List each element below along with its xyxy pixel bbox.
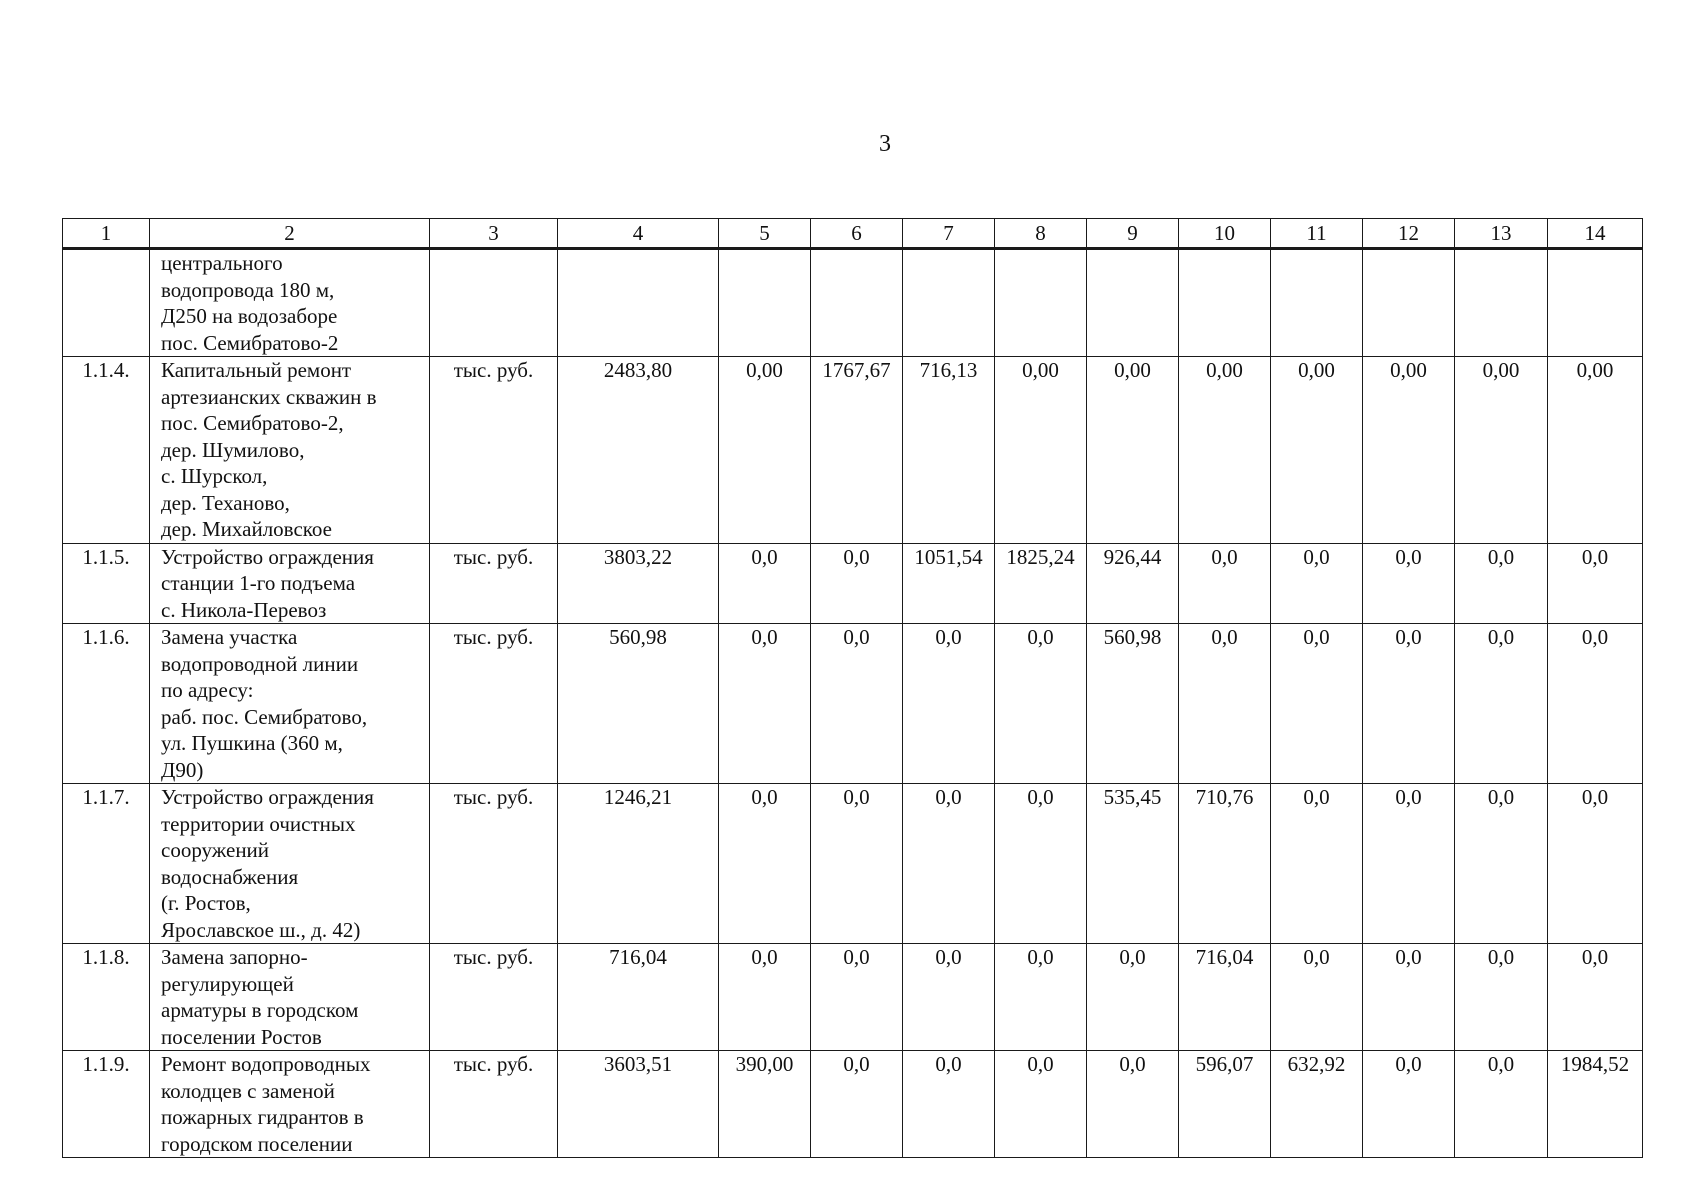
item-value-col-8: 0,0 — [995, 944, 1087, 1051]
table-body — [63, 249, 1643, 1158]
column-header-9: 9 — [1087, 219, 1179, 249]
item-value-col-6: 1767,67 — [811, 357, 903, 544]
description-line: Д250 на водозаборе — [161, 304, 338, 328]
item-value-col-9: 0,00 — [1087, 357, 1179, 544]
description-line: пожарных гидрантов в — [161, 1105, 364, 1129]
item-number: 1.1.4. — [63, 357, 150, 544]
column-header-8: 8 — [995, 219, 1087, 249]
description-line: с. Никола-Перевоз — [161, 597, 327, 622]
description-line: колодцев с заменой — [161, 1078, 335, 1103]
header-row — [63, 219, 1643, 249]
item-value-col-9 — [1087, 249, 1179, 357]
description-line: ул. Пушкина (360 м, — [161, 731, 343, 755]
item-total: 560,98 — [558, 624, 719, 784]
column-header-6: 6 — [811, 219, 903, 249]
item-value-col-11: 0,0 — [1271, 624, 1363, 784]
item-description — [150, 543, 430, 624]
item-value-col-10: 0,00 — [1179, 357, 1271, 544]
item-value-col-9: 926,44 — [1087, 543, 1179, 624]
item-value-col-10: 596,07 — [1179, 1051, 1271, 1158]
item-unit: тыс. руб. — [430, 944, 558, 1051]
item-value-col-14: 0,00 — [1548, 357, 1643, 544]
item-value-col-7: 0,0 — [903, 944, 995, 1051]
column-header-12: 12 — [1363, 219, 1455, 249]
item-value-col-13: 0,0 — [1455, 543, 1548, 624]
item-value-col-9: 560,98 — [1087, 624, 1179, 784]
item-value-col-14: 1984,52 — [1548, 1051, 1643, 1158]
description-line: дер. Шумилово, — [161, 437, 305, 462]
item-description — [150, 1051, 430, 1158]
description-line: Капитальный ремонт — [161, 358, 352, 382]
description-line: раб. пос. Семибратово, — [161, 704, 368, 729]
column-header-1: 1 — [63, 219, 150, 249]
item-description — [150, 784, 430, 944]
table-row — [63, 249, 1643, 357]
item-description — [150, 944, 430, 1051]
item-unit: тыс. руб. — [430, 784, 558, 944]
item-unit — [430, 249, 558, 357]
item-description — [150, 624, 430, 784]
description-line: дер. Теханово, — [161, 490, 290, 515]
item-value-col-14 — [1548, 249, 1643, 357]
item-value-col-8: 0,0 — [995, 784, 1087, 944]
item-number: 1.1.8. — [63, 944, 150, 1051]
item-description — [150, 249, 430, 357]
item-value-col-14: 0,0 — [1548, 944, 1643, 1051]
item-value-col-8: 0,0 — [995, 1051, 1087, 1158]
table-row — [63, 944, 1643, 1051]
description-line: территории очистных — [161, 811, 356, 836]
column-header-3: 3 — [430, 219, 558, 249]
item-value-col-7: 716,13 — [903, 357, 995, 544]
description-line: артезианских скважин в — [161, 384, 377, 409]
item-value-col-13: 0,0 — [1455, 1051, 1548, 1158]
item-total — [558, 249, 719, 357]
item-number: 1.1.5. — [63, 543, 150, 624]
item-value-col-7: 0,0 — [903, 1051, 995, 1158]
item-value-col-13: 0,00 — [1455, 357, 1548, 544]
item-value-col-12: 0,0 — [1363, 1051, 1455, 1158]
item-unit: тыс. руб. — [430, 1051, 558, 1158]
item-number: 1.1.6. — [63, 624, 150, 784]
item-value-col-8: 0,00 — [995, 357, 1087, 544]
item-value-col-11: 0,0 — [1271, 784, 1363, 944]
table-row — [63, 357, 1643, 544]
item-value-col-7 — [903, 249, 995, 357]
description-line: регулирующей — [161, 971, 294, 996]
item-value-col-9: 535,45 — [1087, 784, 1179, 944]
item-value-col-11 — [1271, 249, 1363, 357]
column-header-7: 7 — [903, 219, 995, 249]
item-value-col-8 — [995, 249, 1087, 357]
item-value-col-8: 1825,24 — [995, 543, 1087, 624]
item-description — [150, 357, 430, 544]
item-total: 2483,80 — [558, 357, 719, 544]
description-line: водоснабжения — [161, 864, 299, 889]
description-line: с. Шурскол, — [161, 464, 268, 488]
description-line: арматуры в городском — [161, 998, 359, 1022]
item-value-col-14: 0,0 — [1548, 624, 1643, 784]
description-line: по адресу: — [161, 678, 254, 702]
column-header-4: 4 — [558, 219, 719, 249]
description-line: сооружений — [161, 838, 270, 862]
item-value-col-8: 0,0 — [995, 624, 1087, 784]
item-number: 1.1.7. — [63, 784, 150, 944]
item-value-col-5: 0,00 — [719, 357, 811, 544]
item-value-col-10: 710,76 — [1179, 784, 1271, 944]
item-number: 1.1.9. — [63, 1051, 150, 1158]
item-value-col-5: 0,0 — [719, 543, 811, 624]
item-number — [63, 249, 150, 357]
column-header-10: 10 — [1179, 219, 1271, 249]
column-header-5: 5 — [719, 219, 811, 249]
item-value-col-12: 0,0 — [1363, 624, 1455, 784]
description-line: пос. Семибратово-2, — [161, 411, 344, 435]
table-header — [63, 219, 1643, 249]
description-line: Ярославское ш., д. 42) — [161, 917, 361, 942]
column-header-2: 2 — [150, 219, 430, 249]
item-value-col-12: 0,0 — [1363, 944, 1455, 1051]
item-value-col-14: 0,0 — [1548, 543, 1643, 624]
item-value-col-7: 0,0 — [903, 624, 995, 784]
item-value-col-12 — [1363, 249, 1455, 357]
description-line: Ремонт водопроводных — [161, 1052, 371, 1076]
item-value-col-6: 0,0 — [811, 543, 903, 624]
item-value-col-10: 716,04 — [1179, 944, 1271, 1051]
item-value-col-10: 0,0 — [1179, 624, 1271, 784]
item-total: 3603,51 — [558, 1051, 719, 1158]
description-line: Д90) — [161, 757, 204, 782]
item-value-col-14: 0,0 — [1548, 784, 1643, 944]
item-value-col-11: 0,00 — [1271, 357, 1363, 544]
item-value-col-12: 0,0 — [1363, 784, 1455, 944]
description-line: водопровода 180 м, — [161, 277, 335, 302]
table-row — [63, 784, 1643, 944]
item-value-col-5: 0,0 — [719, 784, 811, 944]
item-unit: тыс. руб. — [430, 357, 558, 544]
item-total: 3803,22 — [558, 543, 719, 624]
column-header-13: 13 — [1455, 219, 1548, 249]
column-header-14: 14 — [1548, 219, 1643, 249]
description-line: Замена запорно- — [161, 945, 308, 969]
item-value-col-5: 0,0 — [719, 944, 811, 1051]
description-line: Устройство ограждения — [161, 544, 374, 569]
item-total: 716,04 — [558, 944, 719, 1051]
description-line: станции 1-го подъема — [161, 571, 356, 595]
table-row — [63, 624, 1643, 784]
item-value-col-6: 0,0 — [811, 624, 903, 784]
item-value-col-6: 0,0 — [811, 784, 903, 944]
item-value-col-9: 0,0 — [1087, 944, 1179, 1051]
item-value-col-11: 0,0 — [1271, 944, 1363, 1051]
item-value-col-6: 0,0 — [811, 1051, 903, 1158]
page-number: 3 — [879, 131, 891, 157]
item-value-col-13 — [1455, 249, 1548, 357]
item-unit: тыс. руб. — [430, 624, 558, 784]
item-value-col-12: 0,0 — [1363, 543, 1455, 624]
description-line: дер. Михайловское — [161, 517, 333, 541]
item-unit: тыс. руб. — [430, 543, 558, 624]
item-value-col-11: 632,92 — [1271, 1051, 1363, 1158]
item-value-col-7: 1051,54 — [903, 543, 995, 624]
item-value-col-10: 0,0 — [1179, 543, 1271, 624]
column-header-11: 11 — [1271, 219, 1363, 249]
item-value-col-5: 0,0 — [719, 624, 811, 784]
item-value-col-7: 0,0 — [903, 784, 995, 944]
item-value-col-13: 0,0 — [1455, 624, 1548, 784]
item-value-col-5: 390,00 — [719, 1051, 811, 1158]
description-line: поселении Ростов — [161, 1024, 322, 1049]
item-value-col-6: 0,0 — [811, 944, 903, 1051]
item-value-col-13: 0,0 — [1455, 784, 1548, 944]
description-line: городском поселении — [161, 1131, 353, 1156]
item-value-col-11: 0,0 — [1271, 543, 1363, 624]
description-line: пос. Семибратово-2 — [161, 330, 339, 355]
item-value-col-13: 0,0 — [1455, 944, 1548, 1051]
table-row — [63, 543, 1643, 624]
description-line: центрального — [161, 251, 283, 275]
description-line: Устройство ограждения — [161, 785, 374, 809]
item-total: 1246,21 — [558, 784, 719, 944]
description-line: Замена участка — [161, 625, 298, 649]
table-row — [63, 1051, 1643, 1158]
item-value-col-5 — [719, 249, 811, 357]
item-value-col-10 — [1179, 249, 1271, 357]
item-value-col-9: 0,0 — [1087, 1051, 1179, 1158]
description-line: водопроводной линии — [161, 651, 359, 676]
description-line: (г. Ростов, — [161, 891, 251, 915]
item-value-col-12: 0,00 — [1363, 357, 1455, 544]
item-value-col-6 — [811, 249, 903, 357]
program-costs-table — [62, 218, 1643, 1158]
